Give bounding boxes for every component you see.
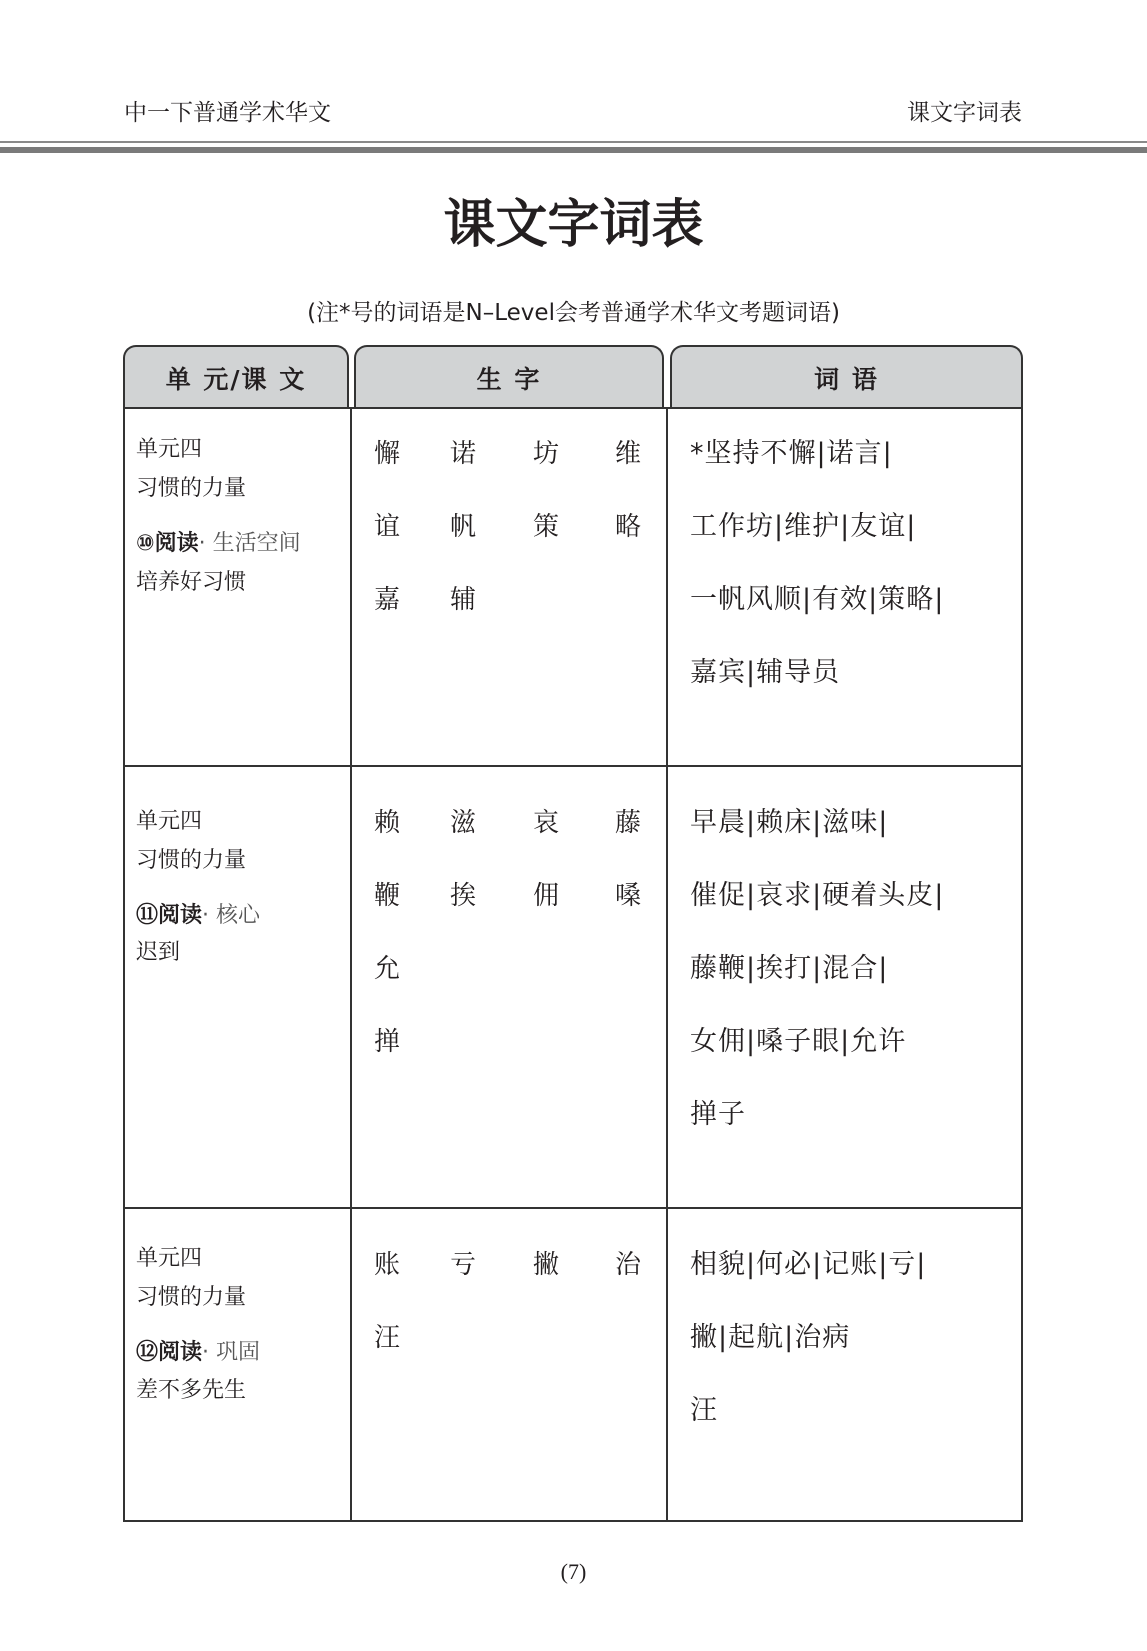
unit-label: 单元四 [136,809,203,834]
new-character: 藤 [615,808,642,838]
new-character: 掸 [374,1027,401,1057]
new-character: 诺 [450,439,477,469]
vocabulary-line: 藤鞭|挨打|混合| [690,953,889,984]
new-character: 滋 [450,808,477,838]
column-header-characters: 生 字 [354,345,664,408]
vocabulary-line: 汪 [690,1395,718,1426]
lesson-type: 阅读 [154,531,199,556]
new-character: 谊 [374,512,401,542]
unit-label: 单元四 [136,437,203,462]
column-header-unit-lesson: 单 元/课 文 [123,345,349,408]
new-character: 辅 [450,585,477,615]
new-character: 略 [615,512,642,542]
new-character: 亏 [450,1250,477,1280]
theme-label: 习惯的力量 [136,1285,247,1310]
page-title: 课文字词表 [443,195,704,255]
header-rule-thin [0,141,1147,143]
vocabulary-line: 掸子 [690,1099,746,1130]
lesson-type: 阅读 [158,1340,203,1365]
lesson-label [136,530,301,558]
vocabulary-line: 催促|哀求|硬着头皮| [690,880,945,911]
new-character: 账 [374,1250,401,1280]
vocabulary-line: 工作坊|维护|友谊| [690,511,917,542]
new-character: 赖 [374,808,401,838]
row-divider [123,1207,1023,1209]
table-top-border [123,407,1023,409]
vocabulary-line: 撇|起航|治病 [690,1322,851,1353]
new-character: 挨 [450,881,477,911]
new-character: 懈 [374,439,401,469]
new-character: 哀 [533,808,560,838]
vocabulary-line: *坚持不懈|诺言| [690,438,893,469]
vocabulary-line: 一帆风顺|有效|策略| [690,584,945,615]
lesson-title: 迟到 [136,940,181,965]
header-rule-thick [0,147,1147,153]
vocabulary-line: 女佣|嗓子眼|允许 [690,1026,907,1057]
new-character: 嘉 [374,585,401,615]
new-character: 嗓 [615,881,642,911]
row-divider [123,765,1023,767]
header-book-title: 中一下普通学术华文 [124,100,331,126]
table-left-border [123,407,125,1522]
new-character: 策 [533,512,560,542]
page-note: (注*号的词语是N–Level会考普通学术华文考题词语) [307,300,840,326]
column-divider [666,407,668,1522]
new-character: 坊 [533,439,560,469]
new-character: 佣 [533,881,560,911]
theme-label: 习惯的力量 [136,476,247,501]
column-header-words: 词 语 [670,345,1023,408]
lesson-label [136,902,260,930]
lesson-number: ⑩ [136,531,155,556]
lesson-number: ⑫ [136,1340,159,1365]
new-character: 鞭 [374,881,401,911]
vocabulary-line: 嘉宾|辅导员 [690,657,841,688]
new-character: 帆 [450,512,477,542]
new-character: 治 [615,1250,642,1280]
lesson-type: 阅读 [158,903,203,928]
column-divider [350,407,352,1522]
page-number: (7) [560,1559,587,1584]
vocabulary-line: 相貌|何必|记账|亏| [690,1249,927,1280]
lesson-category: · 核心 [202,903,261,928]
lesson-category: · 生活空间 [198,531,301,556]
lesson-title: 培养好习惯 [136,570,247,595]
header-section-title: 课文字词表 [907,100,1022,126]
lesson-title: 差不多先生 [136,1378,247,1403]
new-character: 撇 [533,1250,560,1280]
new-character: 汪 [374,1323,401,1353]
new-character: 允 [374,954,401,984]
new-character: 维 [615,439,642,469]
vocabulary-line: 早晨|赖床|滋味| [690,807,889,838]
lesson-label [136,1339,260,1367]
theme-label: 习惯的力量 [136,848,247,873]
table-bottom-border [123,1520,1023,1522]
table-right-border [1021,407,1023,1522]
lesson-number: ⑪ [136,903,159,928]
lesson-category: · 巩固 [202,1340,261,1365]
unit-label: 单元四 [136,1246,203,1271]
